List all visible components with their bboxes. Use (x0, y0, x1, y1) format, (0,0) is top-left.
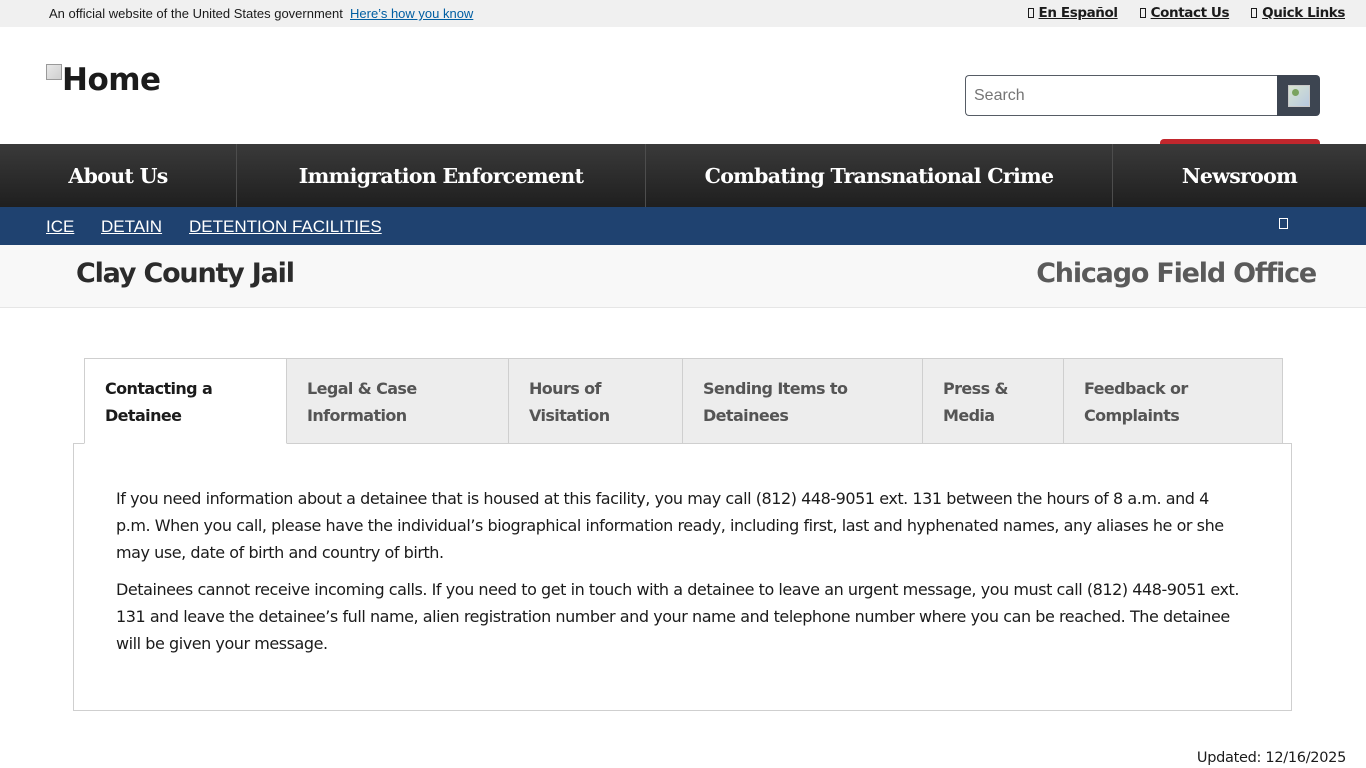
share-icon[interactable] (1279, 218, 1288, 229)
gov-banner (0, 0, 1366, 27)
breadcrumb-ice[interactable]: ICE (46, 217, 75, 236)
search-icon (1288, 85, 1310, 107)
tab-hours-of-visitation[interactable] (508, 358, 683, 444)
heres-how-you-know-link[interactable]: Here’s how you know (350, 6, 474, 21)
logo-alt-text: Home (62, 62, 161, 98)
search-button[interactable] (1277, 75, 1320, 116)
globe-icon (1028, 8, 1034, 18)
tab-label-line: Feedback or (1084, 379, 1188, 398)
tab-label-line: Detainees (703, 406, 789, 425)
breadcrumb-detention-facilities[interactable]: DETENTION FACILITIES (189, 217, 382, 236)
tab-label-line: Media (943, 406, 995, 425)
en-espanol-label: En Español (1038, 5, 1118, 21)
tab-feedback-complaints[interactable] (1063, 358, 1283, 444)
tab-label-line: Sending Items to (703, 379, 848, 398)
updated-date: Updated: 12/16/2025 (1196, 750, 1346, 766)
title-bar (0, 245, 1366, 308)
breadcrumb (0, 207, 1366, 245)
tab-contacting-a-detainee[interactable] (84, 358, 287, 444)
page-title: Clay County Jail (76, 258, 294, 289)
home-logo[interactable] (46, 62, 161, 98)
tab-label-line: Information (307, 406, 407, 425)
quick-links-label: Quick Links (1262, 5, 1345, 21)
nav-immigration-enforcement[interactable]: Immigration Enforcement (237, 144, 646, 207)
broken-image-icon (46, 64, 62, 80)
link-icon (1251, 8, 1257, 18)
tab-label-line: Contacting a (105, 379, 213, 398)
tab-label-line: Hours of (529, 379, 601, 398)
phone-icon (1140, 8, 1146, 18)
search-input[interactable] (965, 75, 1278, 116)
tab-press-media[interactable] (922, 358, 1064, 444)
tab-label-line: Legal & Case (307, 379, 417, 398)
gov-banner-text: An official website of the United States government (49, 6, 343, 21)
tab-label-line: Press & (943, 379, 1008, 398)
tab-sending-items[interactable] (682, 358, 923, 444)
content-paragraph: If you need information about a detainee that is housed at this facility, you may call (812) 448-9051 ext. 131 between the hours of 8 a.m. and 4 p.m. When you call, please have the individual’s biographical information ready, including first, last and hyphenated names, any aliases he or she may use, date of birth and country of birth. (116, 489, 1224, 562)
en-espanol-link[interactable] (1028, 5, 1118, 21)
breadcrumb-detain[interactable]: DETAIN (101, 217, 163, 236)
nav-combating-transnational-crime[interactable]: Combating Transnational Crime (646, 144, 1113, 207)
main-nav (0, 144, 1366, 207)
tab-label-line: Detainee (105, 406, 182, 425)
contact-us-link[interactable] (1140, 5, 1230, 21)
tab-legal-case-information[interactable] (286, 358, 509, 444)
tab-label-line: Complaints (1084, 406, 1180, 425)
field-office-heading: Chicago Field Office (1036, 258, 1316, 289)
quick-links-link[interactable] (1251, 5, 1345, 21)
tab-label-line: Visitation (529, 406, 610, 425)
site-header (0, 27, 1366, 144)
content-paragraph: Detainees cannot receive incoming calls. If you need to get in touch with a detainee to leave an urgent message, you must call (812) 448-9051 ext. 131 and leave the detainee’s full name, alien registration number and your name and telephone number where you can be reached. The detainee will be given your message. (116, 580, 1239, 653)
contact-us-label: Contact Us (1150, 5, 1230, 21)
nav-about-us[interactable]: About Us (0, 144, 237, 207)
nav-newsroom[interactable]: Newsroom (1181, 163, 1298, 188)
utility-links (1028, 5, 1345, 21)
